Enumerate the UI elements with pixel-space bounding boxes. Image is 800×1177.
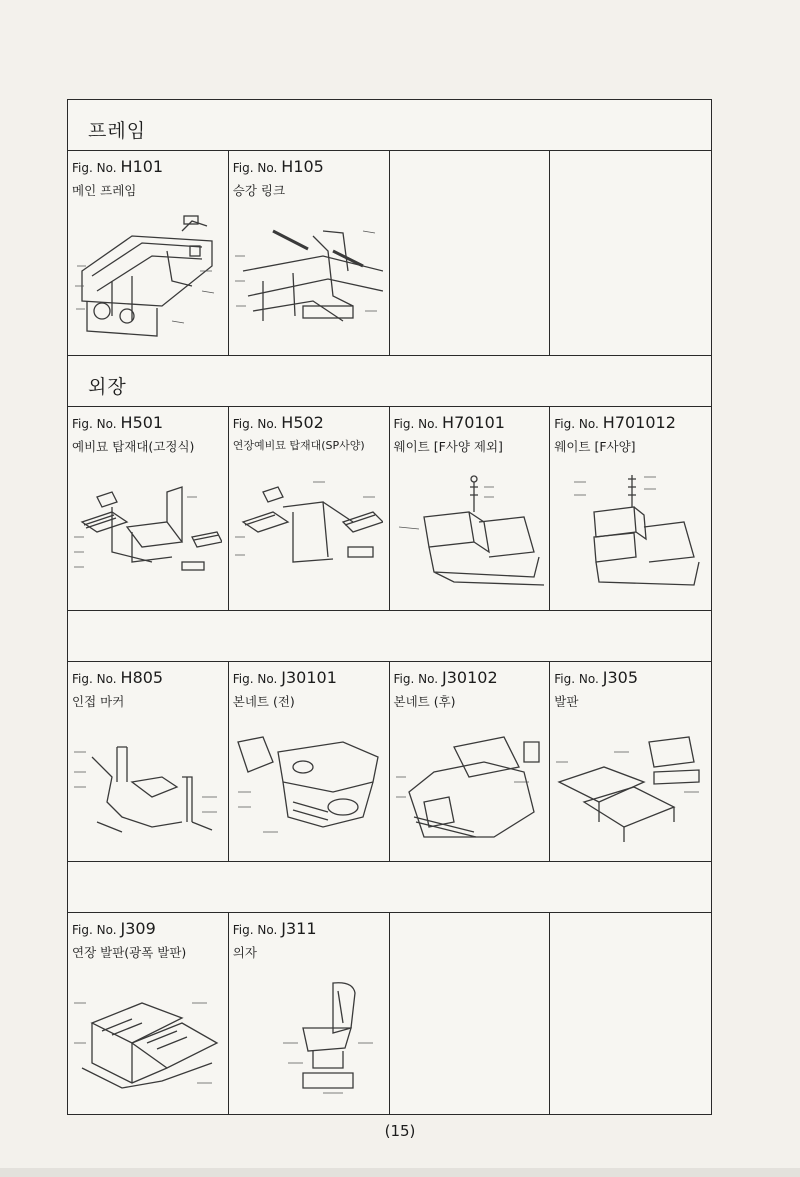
fig-title: 연장 발판(광폭 발판) <box>72 945 187 960</box>
figure-row <box>68 913 711 1114</box>
figure-row <box>68 151 711 356</box>
figure-cell-h805[interactable] <box>68 662 229 861</box>
fig-code: H502 <box>281 413 324 432</box>
section-title: 외장 <box>88 376 127 398</box>
figure-cell-h105[interactable] <box>229 151 390 355</box>
fig-no-label: Fig. No. <box>72 417 117 431</box>
fig-code: J311 <box>281 919 317 938</box>
fig-code: H805 <box>120 668 164 687</box>
fig-code: H501 <box>120 413 164 432</box>
weight-drawing-icon <box>394 467 544 597</box>
fig-no-label: Fig. No. <box>72 161 117 175</box>
figure-cell-j305[interactable] <box>550 662 711 861</box>
figure-row <box>68 407 711 611</box>
figure-cell-j311[interactable] <box>229 913 390 1114</box>
fig-title: 연장예비묘 탑재대(SP사양) <box>232 439 365 452</box>
step-drawing-icon <box>554 722 704 852</box>
fig-title: 예비묘 탑재대(고정식) <box>72 439 195 454</box>
fig-no-label: Fig. No. <box>393 672 439 686</box>
figure-cell-h502[interactable] <box>229 407 390 610</box>
fig-no-label: Fig. No. <box>393 417 439 431</box>
figure-cell-j30102[interactable] <box>390 662 551 861</box>
parts-catalog-table <box>67 99 712 1115</box>
fig-no-label: Fig. No. <box>232 161 278 175</box>
fig-title: 본네트 (전) <box>232 694 295 709</box>
fig-code: J30102 <box>442 668 498 687</box>
fig-no-label: Fig. No. <box>72 672 117 686</box>
main-frame-drawing-icon <box>72 211 222 341</box>
fig-no-label: Fig. No. <box>72 923 117 937</box>
section-header-blank <box>68 862 711 913</box>
figure-cell-empty <box>550 913 711 1114</box>
fig-no-label: Fig. No. <box>554 417 599 431</box>
figure-cell-j30101[interactable] <box>229 662 390 861</box>
fig-no-label: Fig. No. <box>232 923 278 937</box>
figure-cell-h501[interactable] <box>68 407 229 610</box>
fig-code: H70101 <box>442 413 505 432</box>
marker-drawing-icon <box>72 722 222 852</box>
wide-step-drawing-icon <box>72 973 222 1103</box>
seat-drawing-icon <box>233 973 383 1103</box>
seedling-rack-drawing-icon <box>72 467 222 597</box>
figure-cell-j309[interactable] <box>68 913 229 1114</box>
figure-cell-h701012[interactable] <box>550 407 711 610</box>
fig-code: J305 <box>602 668 639 687</box>
figure-cell-empty <box>390 913 551 1114</box>
lift-link-drawing-icon <box>233 211 383 341</box>
fig-title: 메인 프레임 <box>72 183 137 198</box>
fig-title: 웨이트 [F사양] <box>554 439 636 454</box>
fig-code: H101 <box>120 157 164 176</box>
fig-title: 의자 <box>232 945 257 960</box>
scan-edge <box>0 1168 800 1177</box>
figure-row <box>68 662 711 862</box>
fig-code: H701012 <box>602 413 676 432</box>
fig-code: H105 <box>281 157 324 176</box>
fig-no-label: Fig. No. <box>232 417 278 431</box>
section-header-frame <box>68 100 711 151</box>
section-header-exterior <box>68 356 711 407</box>
bonnet-rear-drawing-icon <box>394 722 544 852</box>
fig-no-label: Fig. No. <box>232 672 278 686</box>
fig-no-label: Fig. No. <box>554 672 599 686</box>
figure-cell-empty <box>390 151 551 355</box>
figure-cell-h70101[interactable] <box>390 407 551 610</box>
figure-cell-h101[interactable] <box>68 151 229 355</box>
section-title: 프레임 <box>88 120 147 142</box>
page-number: (15) <box>384 1122 416 1140</box>
fig-title: 웨이트 [F사양 제외] <box>393 439 503 454</box>
fig-title: 발판 <box>554 694 579 709</box>
bonnet-front-drawing-icon <box>233 722 383 852</box>
fig-code: J309 <box>120 919 156 938</box>
fig-title: 본네트 (후) <box>393 694 456 709</box>
extended-rack-drawing-icon <box>233 467 383 597</box>
fig-title: 인접 마커 <box>72 694 125 709</box>
fig-title: 승강 링크 <box>232 183 286 198</box>
fig-code: J30101 <box>281 668 337 687</box>
weight-f-drawing-icon <box>554 467 704 597</box>
figure-cell-empty <box>550 151 711 355</box>
section-header-blank <box>68 611 711 662</box>
